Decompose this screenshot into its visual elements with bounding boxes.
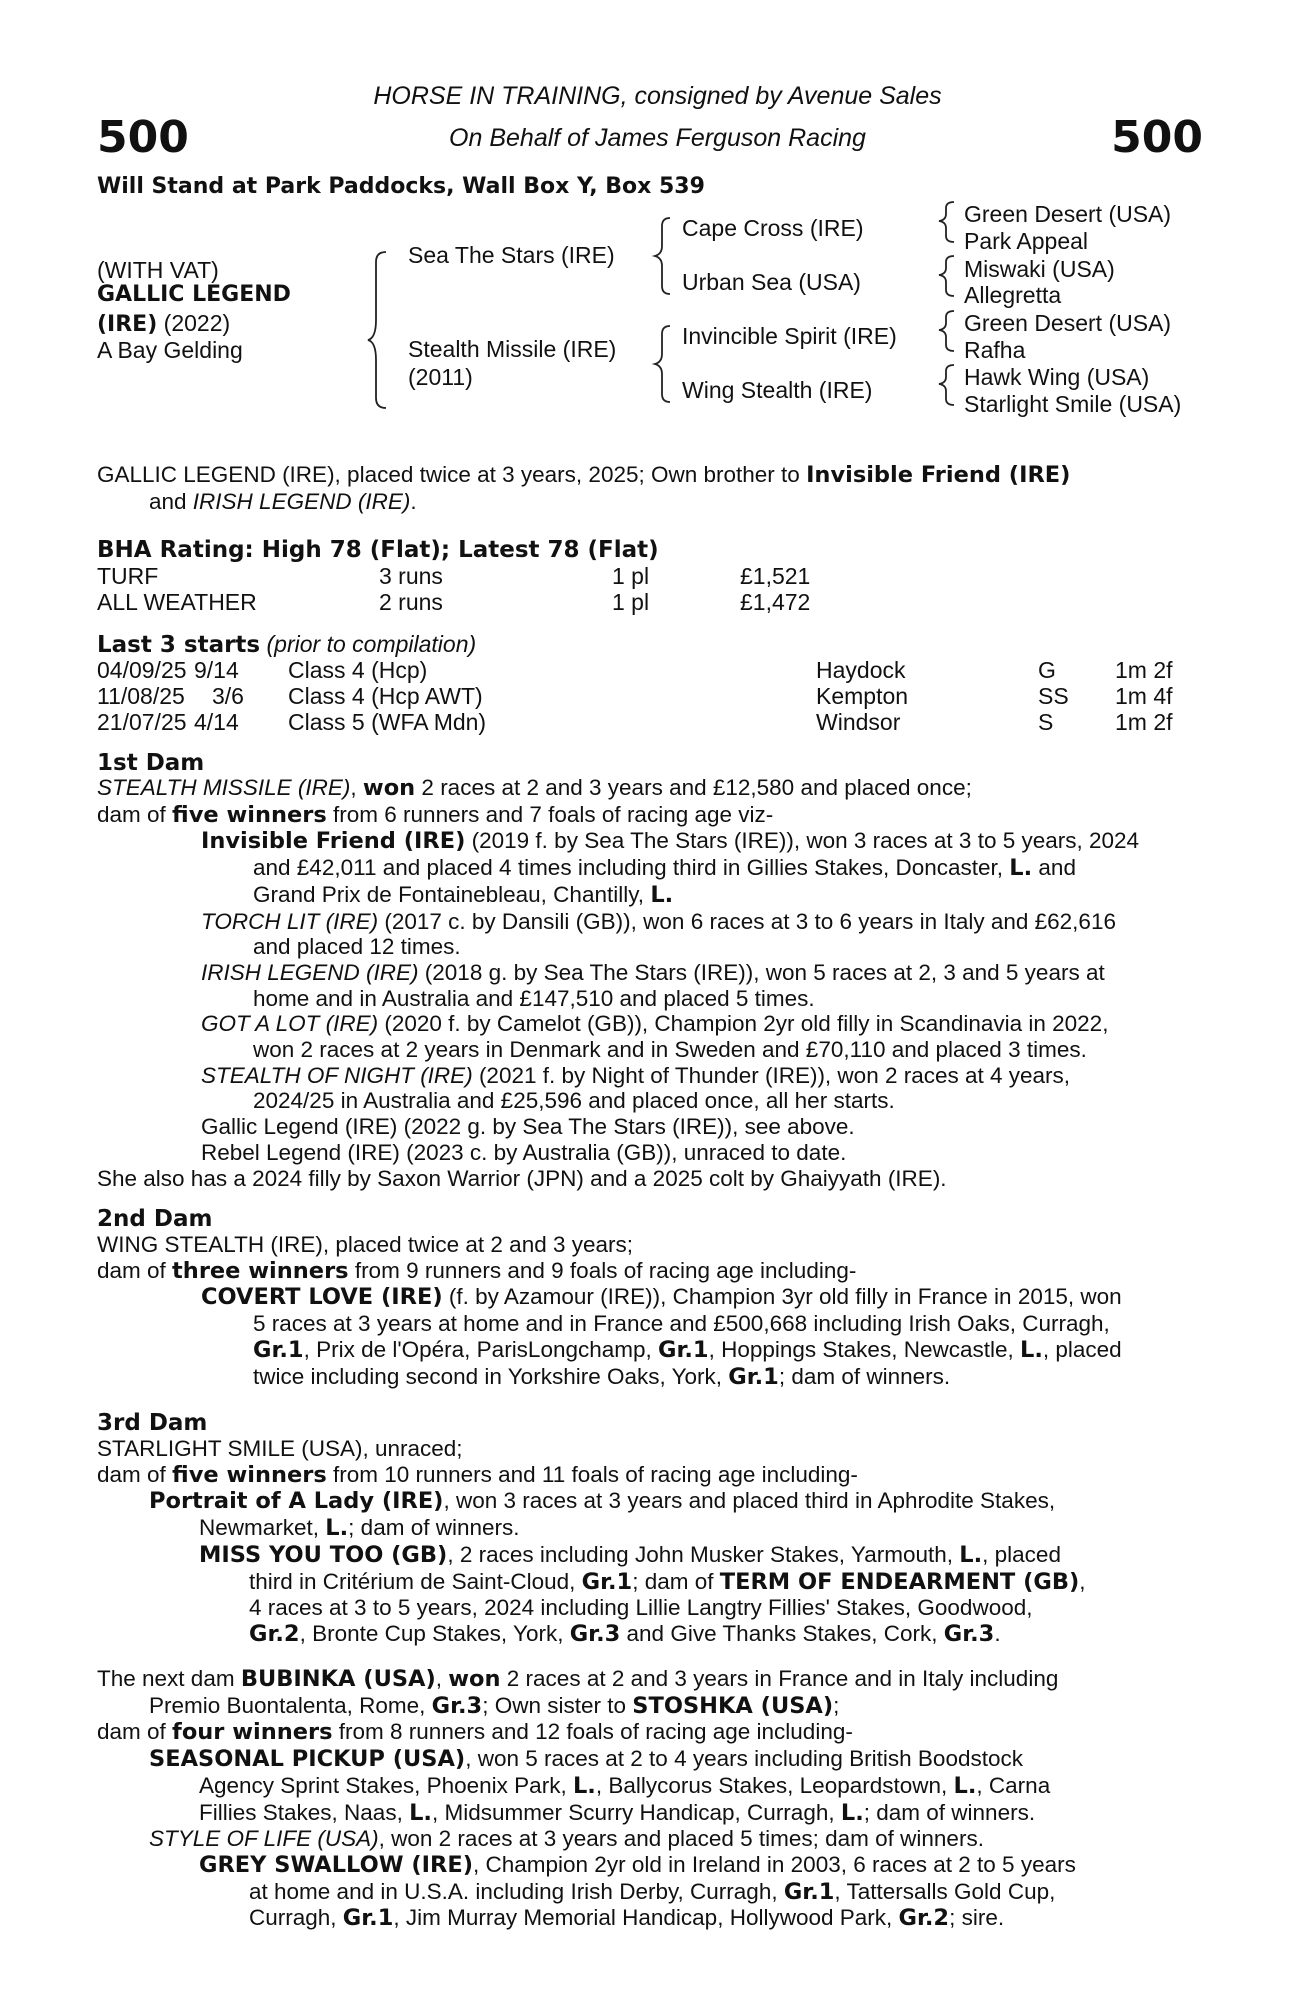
- pedigree-sire-sire: Cape Cross (IRE): [682, 215, 864, 241]
- pedigree-ddd: Starlight Smile (USA): [964, 391, 1182, 417]
- pedigree-dds: Hawk Wing (USA): [964, 364, 1150, 390]
- start-row-1: 04/09/25 9/14 Class 4 (Hcp) Haydock G 1m 2f: [97, 657, 1173, 683]
- second-dam-title: 2nd Dam: [97, 1206, 213, 1232]
- lot-number-right: 500: [1111, 112, 1203, 163]
- first-dam-paragraph: STEALTH MISSILE (IRE), won 2 races at 2 and 3 years and £12,580 and placed once; dam of five winners from 6 runners and 7 foals of racing age viz- Invisible Friend (IRE) (2019 f. by Sea The Stars (IRE)), won 3 races at 3 to 5 years, 2024 and £42,011 and placed 4 times including third in Gillies Stakes, Doncaster, L. and Grand Prix de Fontainebleau, Chantilly, L. TORCH LIT (IRE) (2017 c. by Dansili (GB)), won 6 races at 3 to 6 years in Italy and £62,616 and placed 12 times. IRISH LEGEND (IRE) (2018 g. by Sea The Stars (IRE)), won 5 races at 2, 3 and 5 years at home and in Australia and £147,510 and placed 5 times. GOT A LOT (IRE) (2020 f. by Camelot (GB)), Champion 2yr old filly in Scandinavia in 2022, won 2 races at 2 years in Denmark and in Sweden and £70,110 and placed 3 times. STEALTH OF NIGHT (IRE) (2021 f. by Night of Thunder (IRE)), won 2 races at 4 years, 2024/25 in Australia and £25,596 and placed once, all her starts. Gallic Legend (IRE) (2022 g. by Sea The Stars (IRE)), see above. Rebel Legend (IRE) (2023 c. by Australia (GB)), unraced to date. She also has a 2024 filly by Saxon Warrior (JPN) and a 2025 colt by Ghaiyyath (IRE).: [97, 775, 1140, 1191]
- start-row-2: 11/08/25 3/6 Class 4 (Hcp AWT) Kempton SS 1m 4f: [97, 683, 1173, 709]
- pedigree-dam-year: (2011): [408, 364, 473, 390]
- pedigree-dam-sire: Invincible Spirit (IRE): [682, 323, 897, 349]
- brace-ds: [939, 311, 954, 351]
- second-dam-paragraph: WING STEALTH (IRE), placed twice at 2 and 3 years; dam of three winners from 9 runners and 9 foals of racing age including- COVERT LOVE (IRE) (f. by Azamour (IRE)), Champion 3yr old filly in France in 2015, won 5 races at 3 years at home and in France and £500,668 including Irish Oaks, Curragh, Gr.1, Prix de l'Opéra, ParisLongchamp, Gr.1, Hoppings Stakes, Newcastle, L., placed twice including second in Yorkshire Oaks, York, Gr.1; dam of winners.: [97, 1232, 1122, 1390]
- intro-paragraph: GALLIC LEGEND (IRE), placed twice at 3 years, 2025; Own brother to Invisible Friend (IRE) and IRISH LEGEND (IRE).: [97, 462, 1071, 514]
- pedigree-dsd: Rafha: [964, 337, 1026, 363]
- stable-location: Will Stand at Park Paddocks, Wall Box Y, Box 539: [97, 174, 705, 199]
- pedigree-sds: Miswaki (USA): [964, 256, 1115, 282]
- brace-sire: [655, 218, 670, 294]
- brace-ss: [939, 202, 954, 242]
- pedigree-sss: Green Desert (USA): [964, 201, 1172, 227]
- consignment-line: HORSE IN TRAINING, consigned by Avenue Sales: [373, 82, 942, 110]
- vat-note: (WITH VAT): [97, 257, 219, 283]
- brace-dam: [655, 326, 670, 402]
- pedigree-ssd: Park Appeal: [964, 228, 1089, 254]
- bha-rating-title: BHA Rating: High 78 (Flat); Latest 78 (Flat): [97, 537, 659, 563]
- vendor-line: On Behalf of James Ferguson Racing: [449, 124, 866, 152]
- pedigree-dss: Green Desert (USA): [964, 310, 1172, 336]
- pedigree-dam: Stealth Missile (IRE): [408, 336, 617, 362]
- lot-number-left: 500: [97, 112, 189, 163]
- horse-description: A Bay Gelding: [97, 337, 243, 363]
- third-dam-paragraph: STARLIGHT SMILE (USA), unraced; dam of five winners from 10 runners and 11 foals of racing age including- Portrait of A Lady (IRE), won 3 races at 3 years and placed third in Aphrodite Stakes, Newmarket, L.; dam of winners. MISS YOU TOO (GB), 2 races including John Musker Stakes, Yarmouth, L., placed third in Critérium de Saint-Cloud, Gr.1; dam of TERM OF ENDEARMENT (GB), 4 races at 3 to 5 years, 2024 including Lillie Langtry Fillies' Stakes, Goodwood, Gr.2, Bronte Cup Stakes, York, Gr.3 and Give Thanks Stakes, Cork, Gr.3.: [97, 1436, 1086, 1647]
- third-dam-title: 3rd Dam: [97, 1410, 208, 1436]
- horse-suffix: (IRE): [97, 312, 158, 337]
- pedigree-dam-dam: Wing Stealth (IRE): [682, 377, 873, 403]
- brace-dd: [939, 365, 954, 405]
- next-dam-paragraph: The next dam BUBINKA (USA), won 2 races at 2 and 3 years in France and in Italy including Premio Buontalenta, Rome, Gr.3; Own sister to STOSHKA (USA); dam of four winners from 8 runners and 12 foals of racing age including- SEASONAL PICKUP (USA), won 5 races at 2 to 4 years including British Boodstock Agency Sprint Stakes, Phoenix Park, L., Ballycorus Stakes, Leopardstown, L., Carna Fillies Stakes, Naas, L., Midsummer Scurry Handicap, Curragh, L.; dam of winners. STYLE OF LIFE (USA), won 2 races at 3 years and placed 5 times; dam of winners. GREY SWALLOW (IRE), Champion 2yr old in Ireland in 2003, 6 races at 2 to 5 years at home and in U.S.A. including Irish Derby, Curragh, Gr.1, Tattersalls Gold Cup, Curragh, Gr.1, Jim Murray Memorial Handicap, Hollywood Park, Gr.2; sire.: [97, 1666, 1076, 1932]
- pedigree-sire-dam: Urban Sea (USA): [682, 269, 861, 295]
- horse-year: (2022): [163, 310, 231, 336]
- pedigree-sire: Sea The Stars (IRE): [408, 242, 615, 268]
- horse-name: GALLIC LEGEND: [97, 282, 291, 307]
- start-row-3: 21/07/25 4/14 Class 5 (WFA Mdn) Windsor S 1m 2f: [97, 709, 1173, 735]
- brace-sd: [939, 256, 954, 296]
- last-starts-title: Last 3 starts (prior to compilation): [97, 631, 477, 658]
- pedigree-sdd: Allegretta: [964, 282, 1062, 308]
- first-dam-title: 1st Dam: [97, 750, 205, 776]
- brace-main: [368, 252, 386, 408]
